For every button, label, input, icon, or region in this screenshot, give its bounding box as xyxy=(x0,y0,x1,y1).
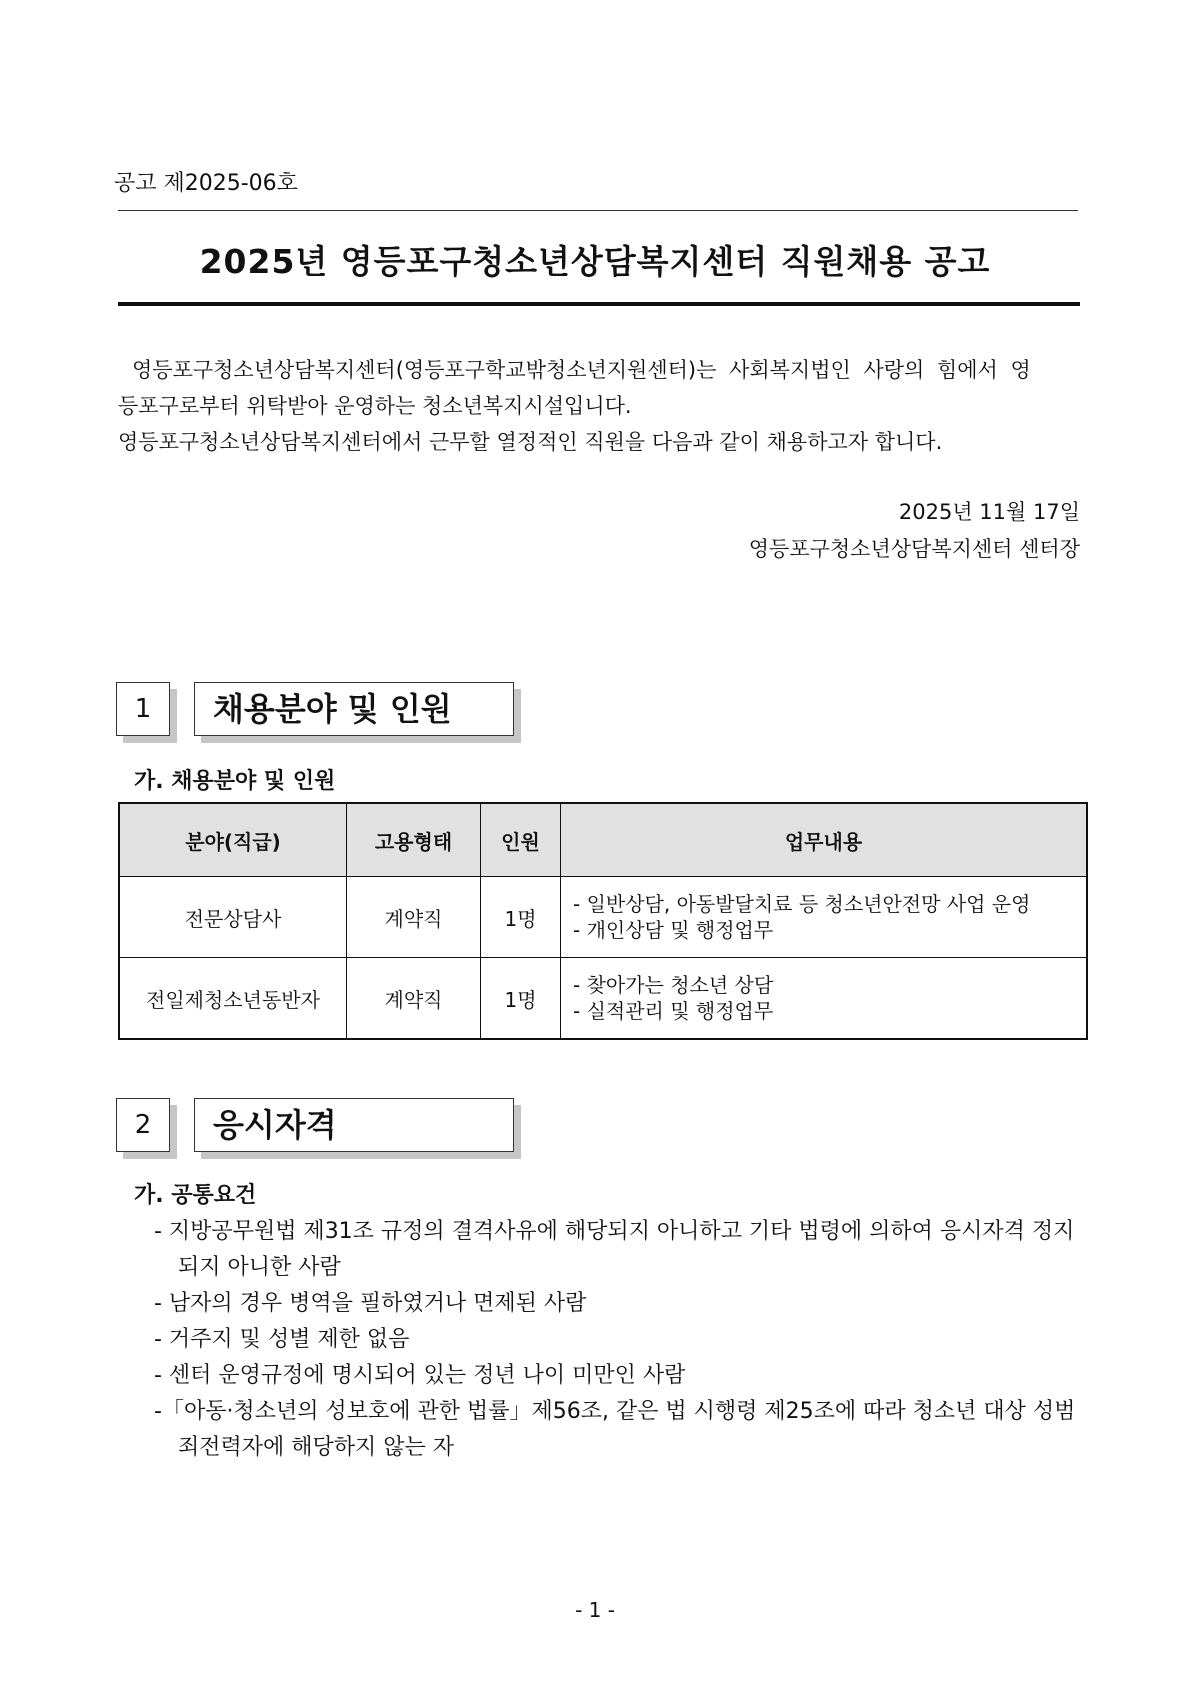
cell-count: 1명 xyxy=(481,958,561,1039)
cell-field: 전문상담사 xyxy=(120,877,347,958)
divider-thin xyxy=(118,210,1078,211)
table-row xyxy=(120,958,1087,1039)
section1-number: 1 xyxy=(116,682,170,736)
table-row xyxy=(120,877,1087,958)
cell-duties xyxy=(561,958,1087,1039)
intro-line-2: 등포구로부터 위탁받아 운영하는 청소년복지시설입니다. xyxy=(118,394,632,418)
header-duties: 업무내용 xyxy=(561,804,1087,877)
cell-count: 1명 xyxy=(481,877,561,958)
table-header-row xyxy=(120,804,1087,877)
notice-number: 공고 제2025-06호 xyxy=(114,171,298,196)
divider-thick xyxy=(118,302,1080,306)
cell-type: 계약직 xyxy=(347,958,481,1039)
cell-type: 계약직 xyxy=(347,877,481,958)
duty-line: - 개인상담 및 행정업무 xyxy=(573,918,774,942)
duty-line: - 일반상담, 아동발달치료 등 청소년안전망 사업 운영 xyxy=(573,892,1031,916)
header-field: 분야(직급) xyxy=(120,804,347,877)
intro-paragraph xyxy=(118,352,1080,460)
signer: 영등포구청소년상담복지센터 센터장 xyxy=(748,537,1080,561)
qualification-list xyxy=(154,1214,1084,1466)
intro-line-1: 영등포구청소년상담복지센터(영등포구학교밖청소년지원센터)는 사회복지법인 사랑의 힘에서 영 xyxy=(132,358,1031,382)
section2-subtitle: 가. 공통요건 xyxy=(134,1183,257,1208)
cell-duties xyxy=(561,877,1087,958)
section2-title: 응시자격 xyxy=(194,1098,514,1152)
list-item: - 거주지 및 성별 제한 없음 xyxy=(154,1327,410,1352)
cell-field: 전일제청소년동반자 xyxy=(120,958,347,1039)
list-item: -「아동·청소년의 성보호에 관한 법률」제56조, 같은 법 시행령 제25조에 따라 청소년 대상 성범죄전력자에 해당하지 않는 자 xyxy=(154,1399,1076,1460)
header-count: 인원 xyxy=(481,804,561,877)
notice-date: 2025년 11월 17일 xyxy=(898,500,1080,524)
section2-number: 2 xyxy=(116,1098,170,1152)
list-item: - 남자의 경우 병역을 필하였거나 면제된 사람 xyxy=(154,1291,587,1316)
page-title: 2025년 영등포구청소년상담복지센터 직원채용 공고 xyxy=(199,242,991,281)
section1-subtitle: 가. 채용분야 및 인원 xyxy=(134,769,336,794)
duty-line: - 찾아가는 청소년 상담 xyxy=(573,973,774,997)
list-item: - 센터 운영규정에 명시되어 있는 정년 나이 미만인 사람 xyxy=(154,1363,686,1388)
intro-line-3: 영등포구청소년상담복지센터에서 근무할 열정적인 직원을 다음과 같이 채용하고자 합니다. xyxy=(118,430,943,454)
list-item: - 지방공무원법 제31조 규정의 결격사유에 해당되지 아니하고 기타 법령에 의하여 응시자격 정지되지 아니한 사람 xyxy=(154,1219,1075,1280)
page-number: - 1 - xyxy=(575,1598,615,1622)
duty-line: - 실적관리 및 행정업무 xyxy=(573,999,774,1023)
recruitment-table xyxy=(119,803,1087,1039)
section1-title: 채용분야 및 인원 xyxy=(194,682,514,736)
header-type: 고용형태 xyxy=(347,804,481,877)
